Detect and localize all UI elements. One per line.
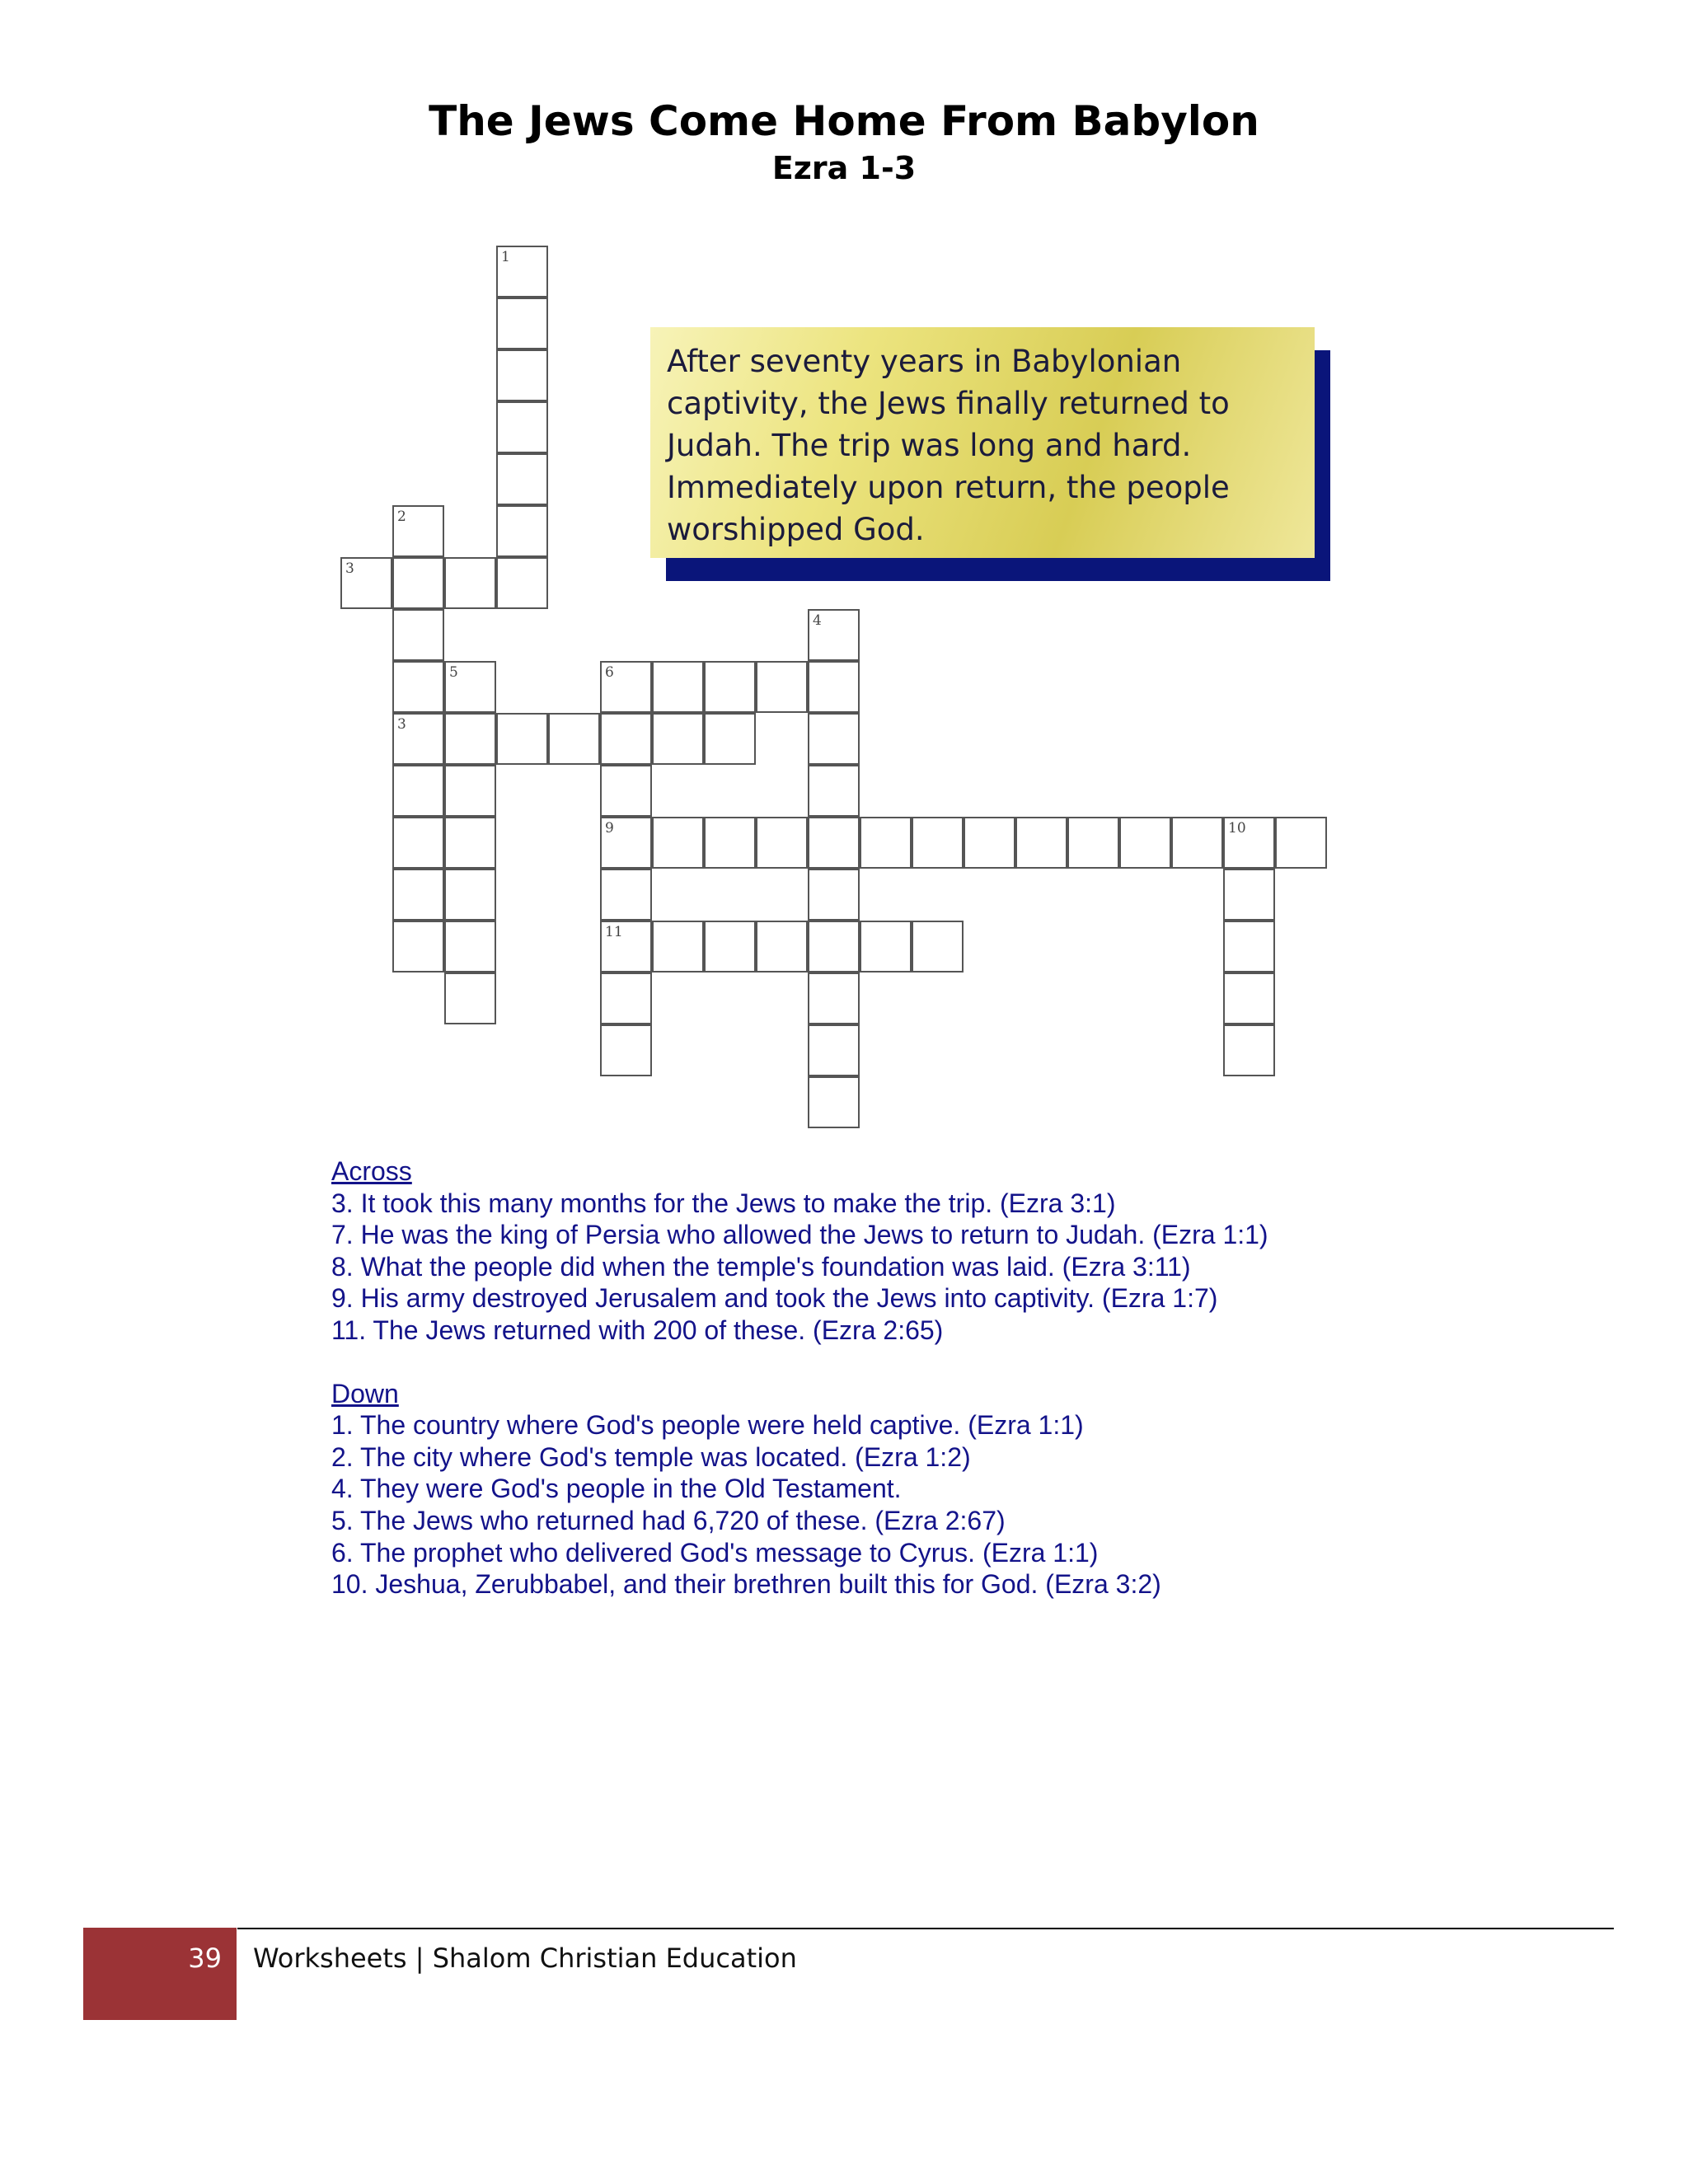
crossword-cell[interactable]	[392, 557, 444, 609]
info-line: worshipped God.	[667, 512, 925, 547]
crossword-cell[interactable]	[496, 298, 548, 349]
info-line: captivity, the Jews finally returned to	[667, 386, 1230, 421]
down-clue: 4. They were God's people in the Old Testament.	[331, 1474, 902, 1504]
crossword-cell[interactable]	[444, 765, 496, 817]
crossword-cell[interactable]	[496, 349, 548, 401]
crossword-cell[interactable]	[808, 765, 860, 817]
crossword-cell[interactable]	[444, 817, 496, 869]
info-box	[650, 327, 1315, 558]
clues-section	[331, 1155, 1403, 1601]
clue-number: 11	[605, 924, 623, 940]
crossword-cell[interactable]	[600, 1024, 652, 1076]
crossword-cell[interactable]	[704, 817, 756, 869]
crossword-cell[interactable]	[912, 921, 964, 972]
clue-number: 9	[605, 820, 614, 837]
crossword-cell[interactable]	[392, 609, 444, 661]
across-clue: 9. His army destroyed Jerusalem and took the Jews into captivity. (Ezra 1:7)	[331, 1283, 1218, 1314]
crossword-cell[interactable]	[652, 713, 704, 765]
crossword-cell[interactable]	[548, 713, 600, 765]
crossword-cell[interactable]	[860, 921, 912, 972]
down-clue: 2. The city where God's temple was located. (Ezra 1:2)	[331, 1441, 971, 1472]
crossword-cell[interactable]	[444, 869, 496, 921]
footer-text: Worksheets | Shalom Christian Education	[253, 1943, 797, 1974]
crossword-cell[interactable]	[808, 817, 860, 869]
crossword-cell[interactable]	[392, 817, 444, 869]
crossword-cell[interactable]	[808, 1076, 860, 1128]
clue-number: 3	[345, 560, 354, 577]
crossword-cell[interactable]	[808, 661, 860, 713]
crossword-cell[interactable]	[496, 453, 548, 505]
crossword-cell[interactable]	[600, 869, 652, 921]
crossword-cell[interactable]	[1119, 817, 1171, 869]
crossword-cell[interactable]	[704, 713, 756, 765]
crossword-cell[interactable]	[444, 921, 496, 972]
crossword-cell[interactable]	[1015, 817, 1067, 869]
crossword-cell[interactable]	[392, 765, 444, 817]
crossword-cell[interactable]	[600, 921, 652, 972]
info-line: Immediately upon return, the people	[667, 470, 1230, 505]
crossword-cell[interactable]	[1223, 869, 1275, 921]
crossword-cell[interactable]	[444, 557, 496, 609]
clue-number: 4	[813, 612, 822, 629]
page-number: 39	[188, 1943, 222, 1974]
crossword-cell[interactable]	[1171, 817, 1223, 869]
down-clue: 6. The prophet who delivered God's message to Cyrus. (Ezra 1:1)	[331, 1537, 1099, 1568]
crossword-cell[interactable]	[964, 817, 1015, 869]
down-clue: 5. The Jews who returned had 6,720 of these. (Ezra 2:67)	[331, 1505, 1006, 1535]
down-clue: 10. Jeshua, Zerubbabel, and their brethren built this for God. (Ezra 3:2)	[331, 1569, 1161, 1600]
crossword-cell[interactable]	[392, 661, 444, 713]
down-clue: 1. The country where God's people were held captive. (Ezra 1:1)	[331, 1410, 1084, 1441]
crossword-cell[interactable]	[808, 921, 860, 972]
crossword-cell[interactable]	[340, 557, 392, 609]
crossword-cell[interactable]	[652, 661, 704, 713]
crossword-cell[interactable]	[704, 921, 756, 972]
clue-number: 5	[449, 664, 458, 681]
crossword-cell[interactable]	[808, 609, 860, 661]
crossword-cell[interactable]	[444, 972, 496, 1024]
crossword-cell[interactable]	[600, 713, 652, 765]
footer-divider	[237, 1928, 1614, 1929]
page-subtitle: Ezra 1-3	[771, 150, 917, 186]
crossword-cell[interactable]	[1223, 921, 1275, 972]
crossword-cell[interactable]	[808, 713, 860, 765]
across-clue: 7. He was the king of Persia who allowed the Jews to return to Judah. (Ezra 1:1)	[331, 1220, 1268, 1250]
info-line: After seventy years in Babylonian	[667, 344, 1182, 379]
crossword-cell[interactable]	[444, 713, 496, 765]
crossword-cell[interactable]	[392, 713, 444, 765]
clue-number: 3	[397, 716, 406, 733]
crossword-cell[interactable]	[392, 869, 444, 921]
info-line: Judah. The trip was long and hard.	[667, 428, 1192, 463]
crossword-cell[interactable]	[600, 765, 652, 817]
across-clue: 11. The Jews returned with 200 of these. (Ezra 2:65)	[331, 1315, 944, 1345]
crossword-cell[interactable]	[860, 817, 912, 869]
clue-number: 2	[397, 509, 406, 525]
crossword-cell[interactable]	[496, 557, 548, 609]
crossword-cell[interactable]	[1275, 817, 1327, 869]
clue-number: 6	[605, 664, 614, 681]
crossword-cell[interactable]	[1067, 817, 1119, 869]
crossword-cell[interactable]	[756, 817, 808, 869]
crossword-cell[interactable]	[496, 713, 548, 765]
crossword-cell[interactable]	[444, 661, 496, 713]
crossword-cell[interactable]	[600, 817, 652, 869]
crossword-cell[interactable]	[392, 505, 444, 557]
across-clue: 3. It took this many months for the Jews to make the trip. (Ezra 3:1)	[331, 1188, 1116, 1218]
crossword-cell[interactable]	[912, 817, 964, 869]
crossword-cell[interactable]	[808, 972, 860, 1024]
crossword-cell[interactable]	[496, 246, 548, 298]
crossword-cell[interactable]	[392, 921, 444, 972]
crossword-cell[interactable]	[756, 921, 808, 972]
crossword-cell[interactable]	[1223, 817, 1275, 869]
page-title: The Jews Come Home From Babylon	[429, 97, 1259, 145]
crossword-cell[interactable]	[756, 661, 808, 713]
crossword-cell[interactable]	[808, 1024, 860, 1076]
clue-number: 1	[501, 249, 510, 265]
crossword-cell[interactable]	[1223, 1024, 1275, 1076]
across-heading: Across	[331, 1156, 412, 1186]
clue-number: 10	[1228, 820, 1246, 837]
crossword-cell[interactable]	[600, 661, 652, 713]
crossword-cell[interactable]	[496, 505, 548, 557]
crossword-cell[interactable]	[600, 972, 652, 1024]
crossword-cell[interactable]	[808, 869, 860, 921]
down-heading: Down	[331, 1378, 399, 1408]
crossword-cell[interactable]	[652, 921, 704, 972]
footer-page-block	[83, 1928, 237, 2020]
crossword-cell[interactable]	[652, 817, 704, 869]
across-clue: 8. What the people did when the temple's foundation was laid. (Ezra 3:11)	[331, 1251, 1191, 1282]
crossword-cell[interactable]	[496, 401, 548, 453]
crossword-cell[interactable]	[704, 661, 756, 713]
crossword-cell[interactable]	[1223, 972, 1275, 1024]
